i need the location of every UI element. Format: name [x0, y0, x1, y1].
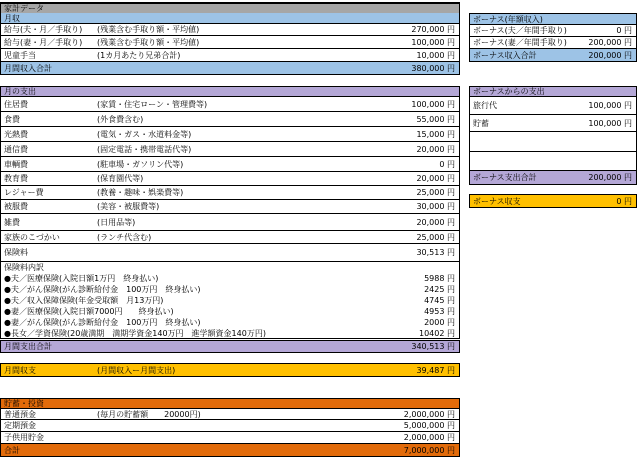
bonus-income-label: ボーナス(夫／年間手取り)	[473, 26, 567, 35]
insurance-row	[0, 317, 460, 328]
expense-row	[0, 231, 460, 244]
monthly-balance-note: (月間収入ー月間支出)	[97, 365, 176, 375]
insurance-label: ●夫／医療保険(入院日額1万円 終身払い)	[4, 274, 159, 283]
bonus-balance-label: ボーナス収支	[473, 196, 521, 206]
bonus-expense-row	[469, 152, 637, 171]
bonus-income-total-row	[469, 49, 637, 62]
bonus-expenses-header	[469, 86, 637, 97]
bonus-income-value: 0 円	[616, 26, 632, 35]
income-note: (1カ月あたり兄弟合計)	[97, 50, 181, 60]
expense-label: 教育費	[4, 174, 28, 183]
bonus-income-row	[469, 37, 637, 49]
expense-label: 雑費	[4, 217, 20, 227]
income-row	[0, 49, 460, 62]
expense-row	[0, 244, 460, 262]
savings-total-label: 合計	[4, 445, 20, 455]
expense-row	[0, 200, 460, 214]
insurance-row	[0, 295, 460, 306]
monthly-balance-label: 月間収支	[4, 365, 36, 375]
expense-row	[0, 157, 460, 172]
expense-row	[0, 112, 460, 127]
income-label: 給与(夫・月／手取り)	[4, 25, 83, 34]
income-total-value: 380,000 円	[411, 63, 455, 73]
expense-label: 食費	[4, 114, 20, 124]
expense-note: (ランチ代含む)	[97, 232, 152, 242]
bonus-balance-row	[469, 194, 637, 208]
income-row	[0, 36, 460, 49]
expense-label: 通信費	[4, 144, 28, 154]
bonus-expense-row	[469, 132, 637, 152]
monthly-balance-value: 39,487 円	[416, 365, 455, 375]
expense-value: 20,000 円	[416, 144, 455, 154]
expense-label: レジャー費	[4, 188, 44, 197]
insurance-value: 2425 円	[424, 285, 455, 294]
expense-value: 25,000 円	[416, 232, 455, 242]
income-row	[0, 24, 460, 36]
bonus-expenses-total-row	[469, 171, 637, 185]
insurance-row	[0, 328, 460, 339]
sheet-title: 家計データ	[4, 4, 44, 13]
bonus-income-total-label: ボーナス収入合計	[473, 50, 537, 60]
expense-row	[0, 142, 460, 157]
expense-label: 保険料	[4, 248, 28, 257]
expense-row	[0, 97, 460, 112]
income-note: (残業含む手取り額・平均値)	[97, 25, 200, 34]
insurance-row	[0, 284, 460, 295]
monthly-balance-row	[0, 363, 460, 377]
expense-label: 車輌費	[4, 159, 28, 169]
expense-note: (駐車場・ガソリン代等)	[97, 159, 184, 169]
expense-label: 被服費	[4, 202, 28, 211]
expense-value: 15,000 円	[416, 129, 455, 139]
insurance-row	[0, 306, 460, 317]
income-total-label: 月間収入合計	[4, 63, 52, 73]
expense-value: 100,000 円	[411, 99, 455, 109]
expense-value: 55,000 円	[416, 114, 455, 124]
bonus-expense-row	[469, 97, 637, 115]
expense-row	[0, 186, 460, 200]
expense-value: 30,000 円	[416, 202, 455, 211]
savings-row	[0, 409, 460, 420]
bonus-expense-row	[469, 115, 637, 132]
expense-value: 20,000 円	[416, 217, 455, 227]
expense-note: (電気・ガス・水道料金等)	[97, 129, 192, 139]
expense-value: 30,513 円	[416, 248, 455, 257]
insurance-value: 4953 円	[424, 307, 455, 316]
expense-value: 0 円	[439, 159, 455, 169]
savings-row	[0, 420, 460, 432]
expense-note: (教養・趣味・娯楽費等)	[97, 188, 184, 197]
expense-row	[0, 127, 460, 142]
expense-note: (保育園代等)	[97, 174, 144, 183]
expenses-header-label: 月の支出	[4, 87, 36, 96]
insurance-label: ●夫／収入保障保険(年金受取額 月13万円)	[4, 296, 164, 305]
expense-value: 20,000 円	[416, 174, 455, 183]
expense-note: (家賃・住宅ローン・管理費等)	[97, 99, 208, 109]
income-value: 10,000 円	[416, 50, 455, 60]
savings-value: 2,000,000 円	[403, 433, 455, 442]
insurance-label: ●妻／医療保険(入院日額7000円 終身払い)	[4, 307, 174, 316]
insurance-value: 2000 円	[424, 318, 455, 327]
bonus-expense-value: 100,000 円	[588, 101, 632, 110]
expense-row	[0, 214, 460, 231]
savings-total-row	[0, 444, 460, 457]
income-value: 100,000 円	[411, 37, 455, 47]
expense-row	[0, 172, 460, 186]
expense-note: (固定電話・携帯電話代等)	[97, 144, 192, 154]
expense-note: (美容・被服費等)	[97, 202, 160, 211]
bonus-expense-value: 100,000 円	[588, 118, 632, 128]
bonus-income-label: ボーナス(妻／年間手取り)	[473, 38, 567, 47]
income-value: 270,000 円	[411, 25, 455, 34]
insurance-label: ●妻／がん保険(がん診断給付金 100万円 終身払い)	[4, 318, 201, 327]
bonus-income-value: 200,000 円	[588, 38, 632, 47]
insurance-header-label: 保険料内訳	[4, 263, 44, 272]
expenses-total-label: 月間支出合計	[4, 342, 52, 351]
income-header	[0, 13, 460, 24]
bonus-income-row	[469, 25, 637, 37]
bonus-income-header	[469, 13, 637, 25]
savings-label: 普通預金	[4, 409, 36, 419]
bonus-balance-value: 0 円	[616, 196, 632, 206]
insurance-row	[0, 273, 460, 284]
bonus-expense-label: 旅行代	[473, 101, 497, 110]
expense-note: (外食費含む)	[97, 114, 144, 124]
bonus-income-header-label: ボーナス(年額収入)	[473, 14, 543, 24]
income-label: 児童手当	[4, 50, 36, 60]
expenses-total-value: 340,513 円	[411, 342, 455, 351]
income-note: (残業含む手取り額・平均値)	[97, 37, 200, 47]
insurance-value: 5988 円	[424, 274, 455, 283]
income-total-row	[0, 62, 460, 75]
bonus-expenses-header-label: ボーナスからの支出	[473, 87, 545, 96]
bonus-expense-label: 貯蓄	[473, 118, 489, 128]
expense-label: 家族のこづかい	[4, 232, 60, 242]
expense-note: (日用品等)	[97, 217, 136, 227]
savings-note: (毎月の貯蓄額 20000円)	[97, 409, 201, 419]
insurance-label: ●夫／がん保険(がん診断給付金 100万円 終身払い)	[4, 285, 201, 294]
income-header-label: 月収	[4, 13, 20, 23]
savings-total-value: 7,000,000 円	[403, 445, 455, 455]
insurance-label: ●長女／学資保険(20歳満期 満期学資金140万円 進学額資金140万円)	[4, 328, 266, 338]
expenses-total-row	[0, 340, 460, 353]
insurance-header-row	[0, 262, 460, 273]
expense-label: 住居費	[4, 99, 28, 109]
bonus-expenses-total-label: ボーナス支出合計	[473, 173, 537, 182]
savings-value: 2,000,000 円	[403, 409, 455, 419]
savings-header-label: 貯蓄・投資	[4, 399, 44, 408]
savings-label: 定期預金	[4, 421, 36, 430]
expenses-header	[0, 86, 460, 97]
insurance-value: 10402 円	[419, 328, 455, 338]
bonus-income-total-value: 200,000 円	[588, 50, 632, 60]
savings-label: 子供用貯金	[4, 433, 44, 442]
expense-value: 25,000 円	[416, 188, 455, 197]
insurance-value: 4745 円	[424, 296, 455, 305]
savings-value: 5,000,000 円	[403, 421, 455, 430]
expense-label: 光熱費	[4, 129, 28, 139]
bonus-expenses-total-value: 200,000 円	[588, 173, 632, 182]
savings-row	[0, 432, 460, 444]
savings-header	[0, 398, 460, 409]
income-label: 給与(妻・月／手取り)	[4, 37, 83, 47]
